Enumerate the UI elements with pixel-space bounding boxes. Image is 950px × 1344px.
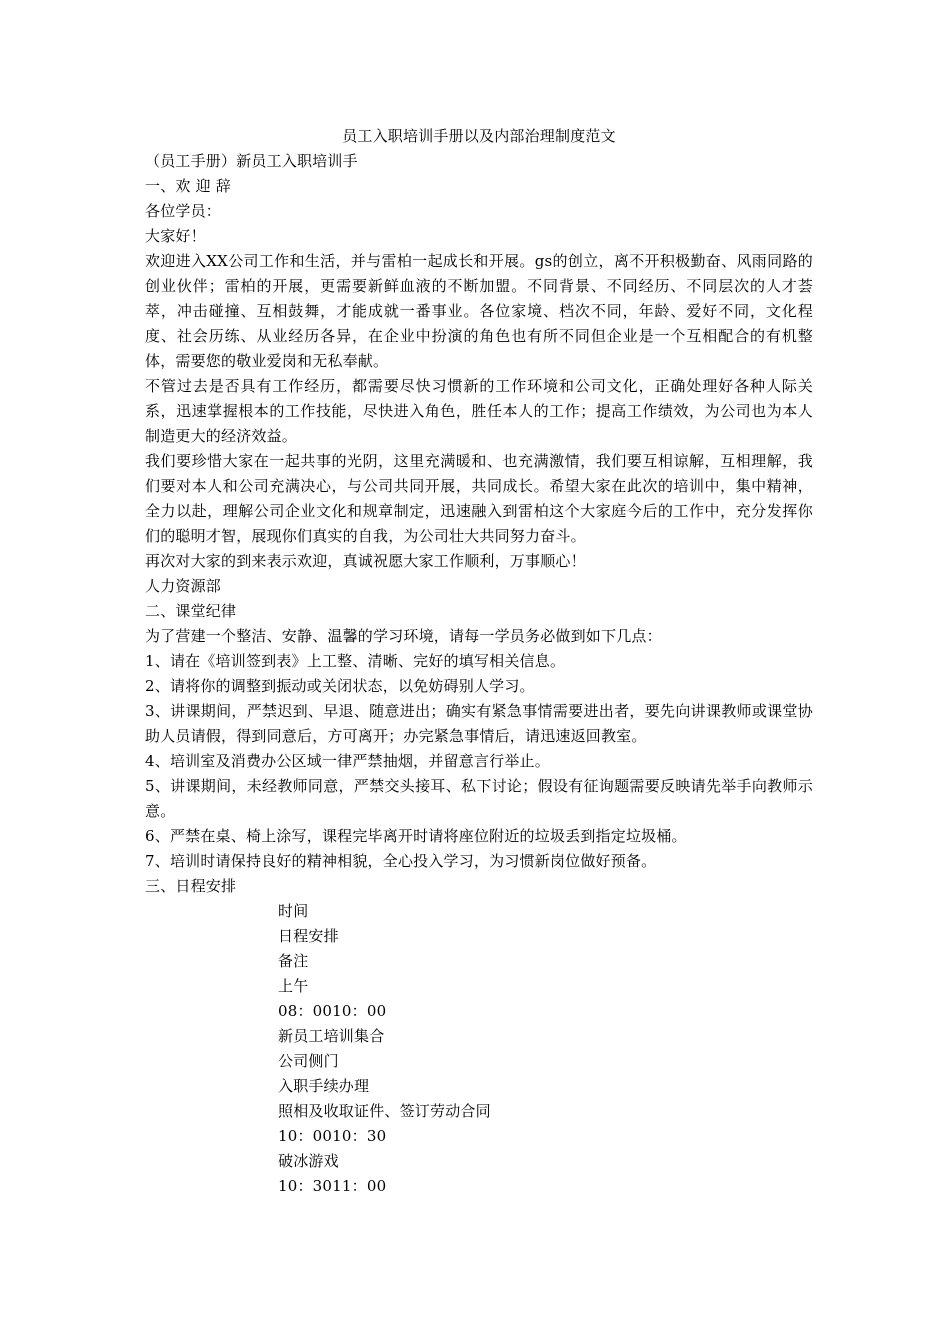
discipline-intro: 为了营建一个整洁、安静、温馨的学习环境，请每一学员务必做到如下几点：: [145, 627, 662, 645]
section-heading-welcome: 一、欢 迎 辞: [145, 177, 231, 195]
rule-item-2: 2、请将你的调整到振动或关闭状态，以免妨碍别人学习。: [145, 677, 535, 695]
rule-item-7: 7、培训时请保持良好的精神相貌，全心投入学习，为习惯新岗位做好预备。: [145, 852, 657, 870]
schedule-cell: 破冰游戏: [278, 1152, 339, 1170]
welcome-closing: 再次对大家的到来表示欢迎，真诚祝愿大家工作顺利，万事顺心！: [145, 552, 586, 570]
schedule-cell: 08：0010：00: [278, 1002, 387, 1020]
schedule-cell: 10：0010：30: [278, 1127, 387, 1145]
section-heading-schedule: 三、日程安排: [145, 877, 237, 895]
schedule-cell: 时间: [278, 902, 309, 920]
schedule-cell: 10：3011：00: [278, 1177, 387, 1195]
signature-department: 人力资源部: [145, 577, 222, 595]
schedule-cell: 照相及收取证件、签订劳动合同: [278, 1102, 491, 1120]
schedule-list: [145, 899, 813, 1199]
salutation: 各位学员：: [145, 202, 222, 220]
welcome-paragraph-1: 欢迎进入XX公司工作和生活，并与雷柏一起成长和开展。gs的创立，离不开积极勤奋、风雨同路的创业伙伴；雷柏的开展，更需要新鲜血液的不断加盟。不同背景、不同经历、不同层次的人才荟萃，冲击碰撞、互相鼓舞，才能成就一番事业。各位家境、档次不同，年龄、爱好不同，文化程度、社会历练、从业经历各异，在企业中扮演的角色也有所不同但企业是一个互相配合的有机整体，需要您的敬业爱岗和无私奉献。: [145, 252, 813, 370]
document-title: 员工入职培训手册以及内部治理制度范文: [342, 127, 616, 145]
subtitle-line: （员工手册）新员工入职培训手: [145, 152, 358, 170]
schedule-cell: 公司侧门: [278, 1052, 339, 1070]
schedule-cell: 入职手续办理: [278, 1077, 370, 1095]
schedule-cell: 日程安排: [278, 927, 339, 945]
welcome-paragraph-3: 我们要珍惜大家在一起共事的光阴，这里充满暖和、也充满激情，我们要互相谅解，互相理解，我们要对本人和公司充满决心，与公司共同开展，共同成长。希望大家在此次的培训中，集中精神，全力以赴，理解公司企业文化和规章制定，迅速融入到雷柏这个大家庭今后的工作中，充分发挥你们的聪明才智，展现你们真实的自我，为公司壮大共同努力奋斗。: [145, 452, 813, 545]
greeting: 大家好！: [145, 227, 206, 245]
welcome-paragraph-2: 不管过去是否具有工作经历，都需要尽快习惯新的工作环境和公司文化，正确处理好各种人际关系，迅速掌握根本的工作技能，尽快进入角色，胜任本人的工作；提高工作绩效，为公司也为本人制造更大的经济效益。: [145, 377, 813, 445]
section-heading-discipline: 二、课堂纪律: [145, 602, 237, 620]
rule-item-4: 4、培训室及消费办公区域一律严禁抽烟，并留意言行举止。: [145, 752, 550, 770]
rule-item-3: 3、讲课期间，严禁迟到、早退、随意进出；确实有紧急事情需要进出者，要先向讲课教师或课堂协助人员请假，得到同意后，方可离开；办完紧急事情后，请迅速返回教室。: [145, 702, 813, 745]
rule-item-5: 5、讲课期间，未经教师同意，严禁交头接耳、私下讨论；假设有征询题需要反映请先举手向教师示意。: [145, 777, 813, 820]
rule-item-6: 6、严禁在桌、椅上涂写，课程完毕离开时请将座位附近的垃圾丢到指定垃圾桶。: [145, 827, 687, 845]
schedule-cell: 上午: [278, 977, 309, 995]
schedule-cell: 新员工培训集合: [278, 1027, 385, 1045]
document-body: [145, 124, 813, 1199]
schedule-cell: 备注: [278, 952, 309, 970]
rule-item-1: 1、请在《培训签到表》上工整、清晰、完好的填写相关信息。: [145, 652, 566, 670]
